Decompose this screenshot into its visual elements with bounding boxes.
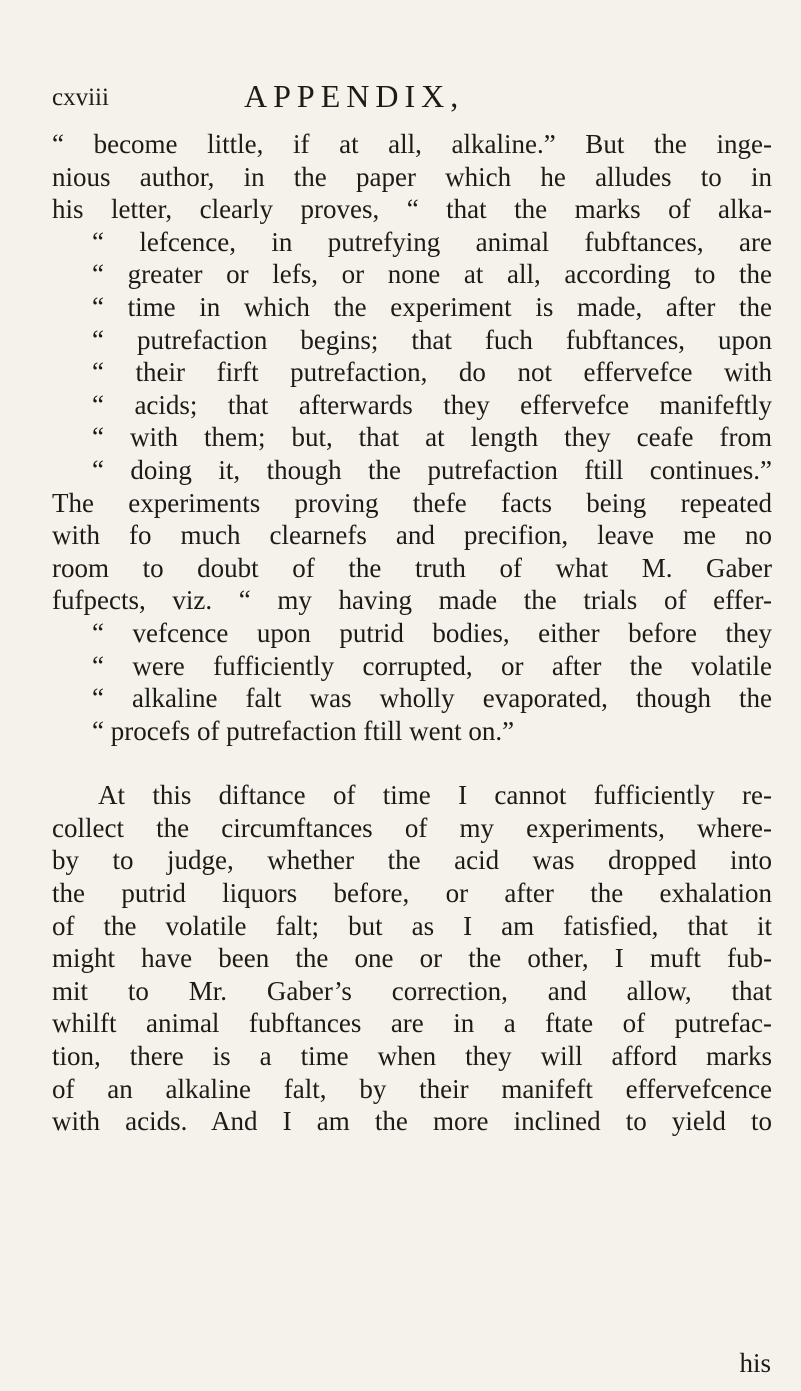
text-line: “ vefcence upon putrid bodies, either before they	[92, 617, 772, 648]
text-line: whilft animal fubftances are in a ftate of putrefac-	[52, 1008, 772, 1039]
text-line: “ alkaline falt was wholly evaporated, though the	[92, 683, 772, 714]
text-line: by to judge, whether the acid was dropped into	[52, 845, 772, 876]
text-line: might have been the one or the other, I muft fub-	[52, 943, 772, 974]
page-number: cxviii	[52, 84, 109, 111]
text-line: with fo much clearnefs and precifion, leave me no	[52, 520, 772, 551]
text-line: fufpects, viz. “ my having made the trials of effer-	[52, 585, 772, 616]
page-header	[0, 78, 801, 118]
text-line: the putrid liquors before, or after the exhalation	[52, 878, 772, 909]
text-line: “ doing it, though the putrefaction ftill continues.”	[92, 454, 772, 485]
text-line: “ with them; but, that at length they ceafe from	[92, 422, 772, 453]
text-line: collect the circumftances of my experiments, where-	[52, 812, 772, 843]
text-line: tion, there is a time when they will afford marks	[52, 1041, 772, 1072]
text-line: The experiments proving thefe facts being repeated	[52, 487, 772, 518]
paragraph-1	[52, 128, 772, 747]
catchword: his	[739, 1348, 771, 1378]
text-line: “ lefcence, in putrefying animal fubftances, are	[92, 226, 772, 257]
text-line: “ putrefaction begins; that fuch fubftances, upon	[92, 324, 772, 355]
text-line: room to doubt of the truth of what M. Gaber	[52, 552, 772, 583]
paragraph-gap	[52, 747, 772, 779]
text-line: with acids. And I am the more inclined to yield to	[52, 1106, 772, 1137]
text-line: mit to Mr. Gaber’s correction, and allow, that	[52, 975, 772, 1006]
text-line: of an alkaline falt, by their manifeft effervefcence	[52, 1073, 772, 1104]
text-line: “ acids; that afterwards they effervefce manifeftly	[92, 389, 772, 420]
text-line: “ greater or lefs, or none at all, according to the	[92, 259, 772, 290]
paragraph-2	[52, 779, 772, 1138]
text-line: his letter, clearly proves, “ that the marks of alka-	[52, 194, 772, 225]
page-body	[52, 128, 772, 1138]
text-line: nious author, in the paper which he alludes to in	[52, 161, 772, 192]
text-line: “ become little, if at all, alkaline.” But the inge-	[52, 129, 772, 159]
text-line: of the volatile falt; but as I am fatisfied, that it	[52, 910, 772, 941]
text-line: At this diftance of time I cannot fufficiently re-	[98, 780, 772, 811]
text-line: “ their firft putrefaction, do not effervefce with	[92, 357, 772, 388]
text-line: “ were fufficiently corrupted, or after the volatile	[92, 650, 772, 681]
text-line: “ time in which the experiment is made, after the	[92, 291, 772, 322]
running-head: APPENDIX,	[244, 78, 465, 114]
text-line: “ procefs of putrefaction ftill went on.”	[92, 715, 515, 746]
